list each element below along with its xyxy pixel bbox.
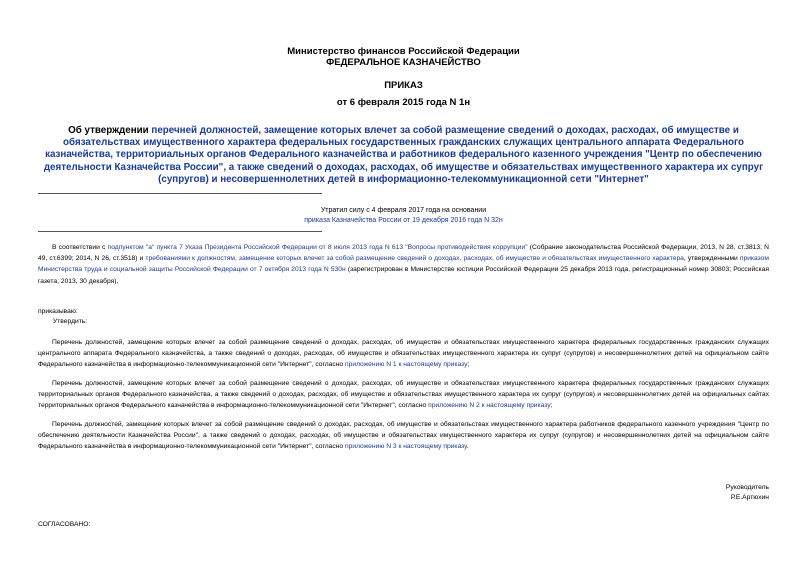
- signer-name: Р.Е.Артюхин: [730, 494, 769, 501]
- document-date: от 6 февраля 2015 года N 1н: [336, 97, 471, 108]
- validity-link[interactable]: приказа Казначейства России от 19 декабря 2016 года N 32н: [304, 217, 503, 224]
- divider-top: [38, 193, 322, 194]
- mintrud-order-link[interactable]: приказом Министерства труда и социальной защиты Российской Федерации от 7 октября 2013 года N 530н: [38, 255, 769, 274]
- appendix-2-link[interactable]: приложению N 2 к настоящему приказу: [428, 402, 551, 410]
- signer-role: Руководитель: [725, 484, 769, 491]
- order-word: приказываю:: [38, 308, 78, 315]
- list-item: Перечень должностей, замещение которых влечет за собой размещение сведений о доходах, расходах, об имуществе и обязательствах имущественного характера работников федерального казенного учреждения "Центр по обеспечению деятельности Казначейства России", а также сведений о доходах, расходах, об имуществе и обязательствах имущественного характера их супруг (супругов) и несовершеннолетних детей на официальном сайте Федерального казначейства в информационно-телекоммуникационной сети "Интернет", согласно приложению N 3 к настоящему приказу.: [38, 421, 769, 451]
- ministry-name: Министерство финансов Российской Федерации: [287, 46, 520, 57]
- preamble-paragraph: В соответствии с подпунктом "а" пункта 7 Указа Президента Российской Федерации от 8 июля 2013 года N 613 "Вопросы противодействия коррупции" (Собрание законодательства Российской Федерации, 2013, N 28, ст.3813; N 49, ст.6399; 2014, N 26, ст.3518) и требованиями к должностям, замещение которых влечет за собой размещение сведений о доходах, расходах, об имуществе и обязательствах имущественного характера, утвержденными приказом Министерства труда и социальной защиты Российской Федерации от 7 октября 2013 года N 530н (зарегистрирован в Министерстве юстиции Российской Федерации 25 декабря 2013 года, регистрационный номер 30803; Российская газета, 2013, 30 декабря),: [38, 244, 770, 285]
- divider-bottom: [38, 231, 322, 232]
- validity-note: Утратил силу с 4 февраля 2017 года на основании: [320, 207, 487, 214]
- appendix-3-link[interactable]: приложению N 3 к настоящему приказу: [345, 443, 467, 451]
- appendix-1-link[interactable]: приложению N 1 к настоящему приказу: [345, 361, 468, 369]
- list-item: Перечень должностей, замещение которых влечет за собой размещение сведений о доходах, расходах, об имуществе и обязательствах имущественного характера федеральных государственных гражданских служащих центрального аппарата Федерального казначейства, а также сведений о доходах, расходах, об имуществе и обязательствах имущественного характера их супруг (супругов) и несовершеннолетних детей на официальном сайте Федерального казначейства в информационно-телекоммуникационной сети "Интернет", согласно приложению N 1 к настоящему приказу;: [38, 339, 769, 369]
- list-item: Перечень должностей, замещение которых влечет за собой размещение сведений о доходах, расходах, об имуществе и обязательствах имущественного характера федеральных государственных гражданских служащих территориальных органов Федерального казначейства, а также сведений о доходах, расходах, об имуществе и обязательствах имущественного характера их супруг (супругов) и несовершеннолетних детей на официальных сайтах территориальных органов Федерального казначейства в информационно-телекоммуникационной сети "Интернет", согласно приложению N 2 к настоящему приказу;: [38, 380, 769, 410]
- decree-link[interactable]: подпунктом "а" пункта 7 Указа Президента Российской Федерации от 8 июля 2013 года N 613 "Вопросы противодействия коррупции": [107, 244, 528, 251]
- requirements-link[interactable]: требованиями к должностям, замещение которых влечет за собой размещение сведений о доходах, расходах, об имуществе и обязательствах имущественного характера: [145, 255, 684, 263]
- document-type: ПРИКАЗ: [384, 80, 423, 91]
- approve-word: Утвердить:: [53, 318, 88, 325]
- document-title: [30, 125, 777, 186]
- agreed-label: СОГЛАСОВАНО:: [38, 521, 91, 528]
- title-link[interactable]: перечней должностей, замещение которых влечет за собой размещение сведений о доходах, расходах, об имуществе и обязательствах имущественного характера федеральных государственных гражданских служащих центрального аппарата Федерального казначейства, территориальных органов Федерального казначейства и работников федерального казенного учреждения "Центр по обеспечению деятельности Казначейства России", а также сведений о доходах, расходах, об имуществе и обязательствах имущественного характера их супруг (супругов) и несовершеннолетних детей в информационно-телекоммуникационной сети "Интернет": [43, 125, 764, 185]
- title-prefix: Об утверждении: [68, 125, 152, 136]
- treasury-name: ФЕДЕРАЛЬНОЕ КАЗНАЧЕЙСТВО: [326, 57, 481, 68]
